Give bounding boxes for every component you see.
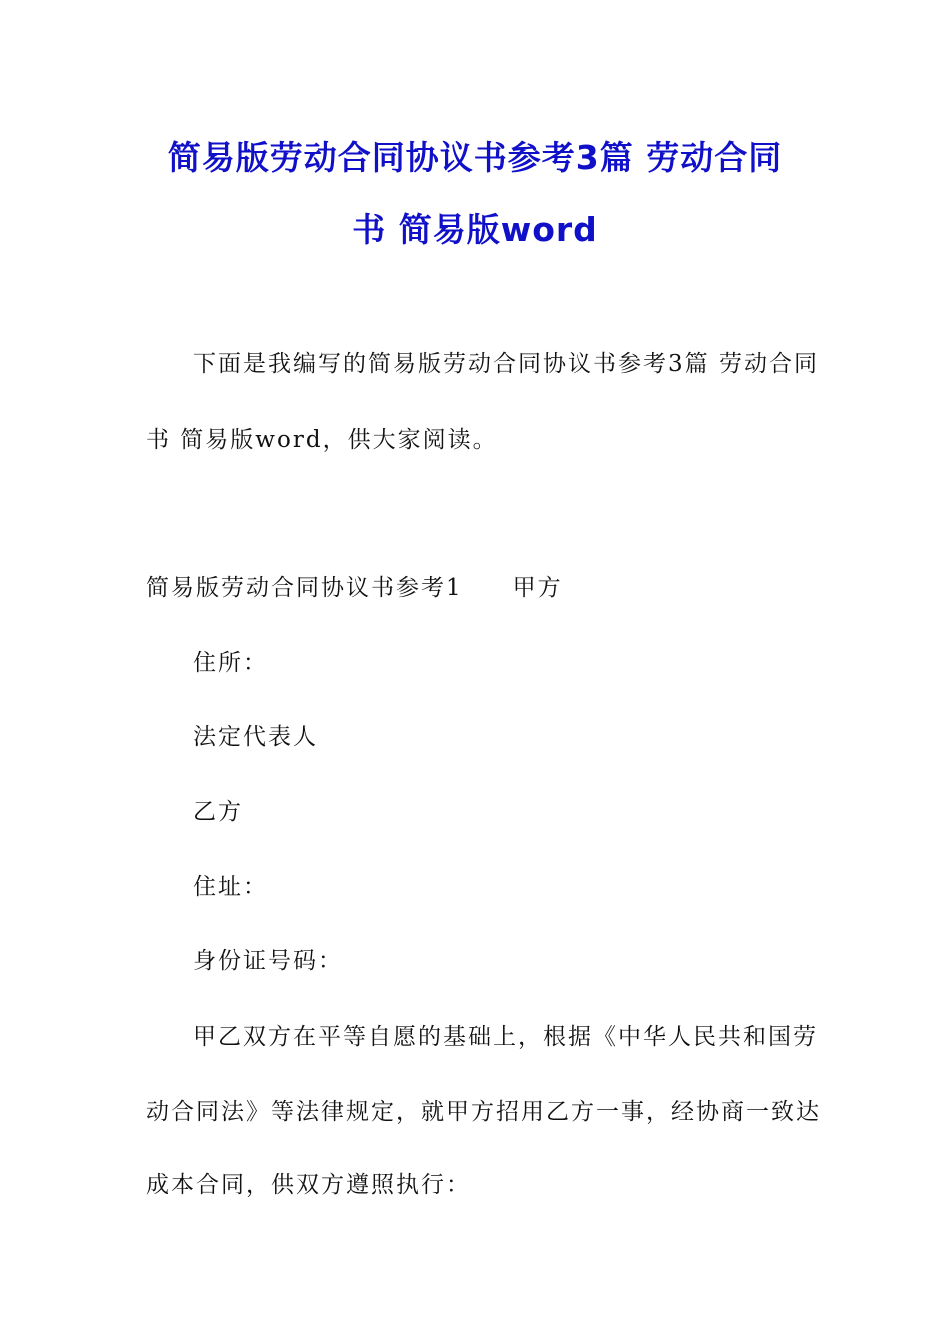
document-title-line-1: 简易版劳动合同协议书参考3篇 劳动合同 <box>167 138 783 177</box>
intro-line-2: 书 简易版word，供大家阅读。 <box>146 427 498 453</box>
section-heading: 简易版劳动合同协议书参考1 甲方 <box>146 575 563 601</box>
paragraph-1-line-1: 甲乙双方在平等自愿的基础上，根据《中华人民共和国劳 <box>193 1024 818 1050</box>
field-address-party-a: 住所： <box>193 650 268 676</box>
document-title-line-2: 书 简易版word <box>352 210 598 249</box>
paragraph-1-line-3: 成本合同，供双方遵照执行： <box>146 1172 471 1198</box>
intro-line-1: 下面是我编写的简易版劳动合同协议书参考3篇 劳动合同 <box>193 351 819 377</box>
field-address-party-b: 住址： <box>193 874 268 900</box>
field-legal-representative: 法定代表人 <box>193 724 318 750</box>
paragraph-1-line-2: 动合同法》等法律规定，就甲方招用乙方一事，经协商一致达 <box>146 1099 821 1125</box>
field-id-number: 身份证号码： <box>193 948 343 974</box>
party-b-label: 乙方 <box>193 799 243 825</box>
